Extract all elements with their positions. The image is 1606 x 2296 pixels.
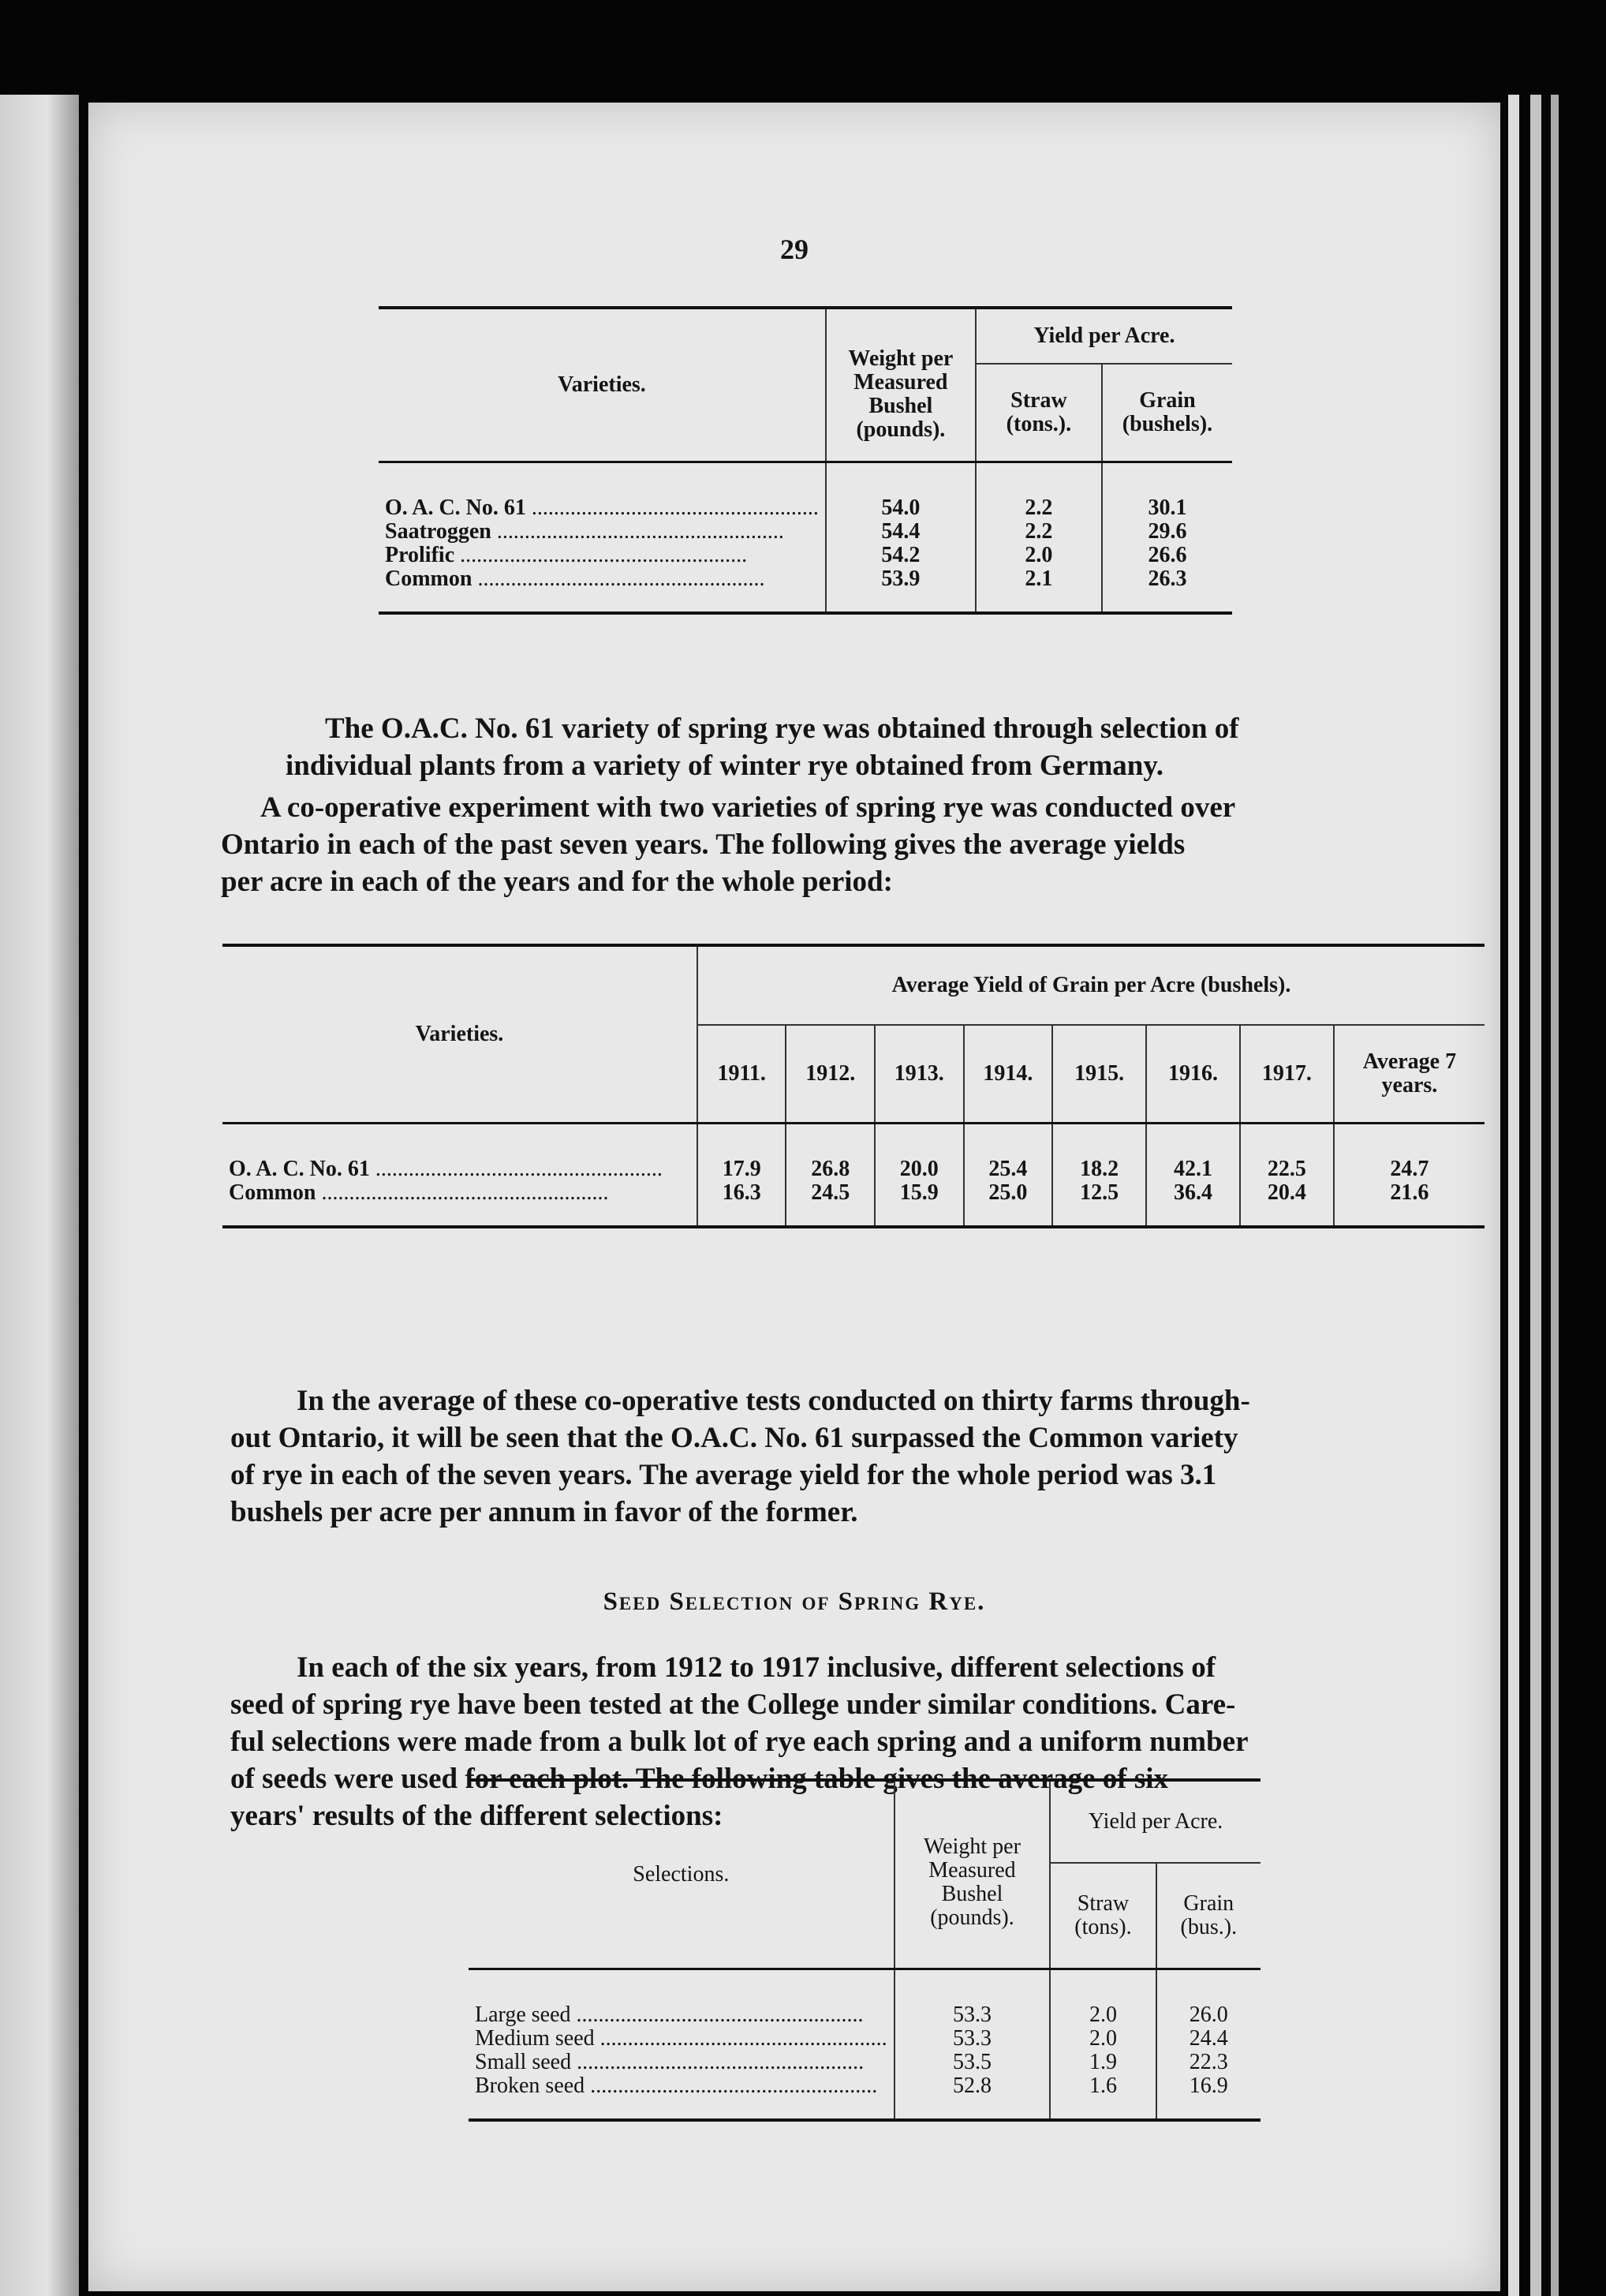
average-header: Average 7 years. (1334, 1025, 1485, 1124)
yield-value: 42.1 (1146, 1124, 1240, 1182)
yield-value: 16.3 (697, 1181, 786, 1227)
grain-value: 26.6 (1102, 544, 1232, 567)
text-line: ful selections were made from a bulk lot of rye each spring and a uniform number (230, 1726, 1249, 1758)
straw-value: 2.1 (976, 567, 1102, 613)
grain-header: Grain (bus.). (1156, 1863, 1261, 1969)
grain-value: 22.3 (1156, 2051, 1261, 2074)
page-edge-strip (1551, 95, 1559, 2296)
text-line: of rye in each of the seven years. The average yield for the whole period was 3.1 (230, 1459, 1217, 1491)
varieties-yield-table (379, 306, 1232, 615)
weight-header: Weight per Measured Bushel (pounds). (895, 1780, 1051, 1969)
variety-name: Common ..... (222, 1181, 697, 1227)
straw-value: 2.2 (976, 462, 1102, 521)
selection-name: Medium seed ..... (469, 2027, 895, 2051)
average-value: 24.7 (1334, 1124, 1485, 1182)
yield-value: 25.0 (964, 1181, 1053, 1227)
paragraph-experiment (221, 789, 1475, 900)
weight-value: 53.3 (895, 1969, 1051, 2028)
table-row (379, 544, 1232, 567)
average-yield-group-header: Average Yield of Grain per Acre (bushels). (697, 945, 1485, 1025)
straw-header: Straw (tons). (1050, 1863, 1156, 1969)
page-edge-strip (1530, 95, 1541, 2296)
straw-value: 2.0 (1050, 1969, 1156, 2028)
grain-value: 30.1 (1102, 462, 1232, 521)
yield-value: 20.0 (875, 1124, 964, 1182)
table-row (222, 1181, 1485, 1227)
yield-value: 15.9 (875, 1181, 964, 1227)
adjacent-page-edge (0, 95, 79, 2296)
yield-per-acre-header: Yield per Acre. (1050, 1780, 1261, 1863)
text-line: The O.A.C. No. 61 variety of spring rye was obtained through selection of (325, 712, 1239, 745)
weight-value: 53.3 (895, 2027, 1051, 2051)
yield-value: 24.5 (786, 1181, 875, 1227)
yield-value: 26.8 (786, 1124, 875, 1182)
varieties-header: Varieties. (379, 308, 826, 462)
table-row (469, 2074, 1261, 2120)
table-row (379, 462, 1232, 521)
text-line: In each of the six years, from 1912 to 1917 inclusive, different selections of (297, 1651, 1216, 1684)
year-header: 1913. (875, 1025, 964, 1124)
variety-name: O. A. C. No. 61 ..... (222, 1124, 697, 1182)
variety-name: Common ..... (379, 567, 826, 613)
grain-header: Grain (bushels). (1102, 364, 1232, 462)
variety-name: O. A. C. No. 61 ..... (379, 462, 826, 521)
table-row (222, 1124, 1485, 1182)
table-row (469, 1969, 1261, 2028)
yield-value: 12.5 (1052, 1181, 1146, 1227)
weight-header: Weight per Measured Bushel (pounds). (826, 308, 976, 462)
selection-name: Broken seed ..... (469, 2074, 895, 2120)
year-header: 1914. (964, 1025, 1053, 1124)
text-line: Ontario in each of the past seven years. The following gives the average yields (221, 828, 1186, 861)
text-line: out Ontario, it will be seen that the O.A.C. No. 61 surpassed the Common variety (230, 1422, 1238, 1454)
text-line: A co-operative experiment with two varieties of spring rye was conducted over (260, 791, 1236, 824)
text-line: per acre in each of the years and for the whole period: (221, 866, 893, 898)
weight-value: 52.8 (895, 2074, 1051, 2120)
paragraph-origin (286, 710, 1475, 784)
year-header: 1916. (1146, 1025, 1240, 1124)
text-line: individual plants from a variety of winter rye obtained from Germany. (286, 750, 1164, 782)
straw-value: 1.6 (1050, 2074, 1156, 2120)
grain-value: 24.4 (1156, 2027, 1261, 2051)
weight-value: 53.5 (895, 2051, 1051, 2074)
variety-name: Prolific ..... (379, 544, 826, 567)
table-row (379, 520, 1232, 544)
table-row (379, 567, 1232, 613)
section-heading: Seed Selection of Spring Rye. (603, 1587, 986, 1616)
page-edge-strip (1508, 95, 1519, 2296)
yield-value: 22.5 (1240, 1124, 1334, 1182)
year-header: 1912. (786, 1025, 875, 1124)
page-number: 29 (780, 234, 809, 265)
grain-value: 29.6 (1102, 520, 1232, 544)
selection-name: Small seed ..... (469, 2051, 895, 2074)
year-header: 1911. (697, 1025, 786, 1124)
text-line: seed of spring rye have been tested at the College under similar conditions. Care- (230, 1688, 1236, 1721)
text-line: of seeds were used for each plot. The following table gives the average of six (230, 1763, 1169, 1795)
yield-value: 36.4 (1146, 1181, 1240, 1227)
average-value: 21.6 (1334, 1181, 1485, 1227)
straw-value: 1.9 (1050, 2051, 1156, 2074)
text-line: In the average of these co-operative tests conducted on thirty farms through- (297, 1385, 1250, 1417)
yield-value: 18.2 (1052, 1124, 1146, 1182)
yield-per-acre-header: Yield per Acre. (976, 308, 1232, 364)
selection-name: Large seed ..... (469, 1969, 895, 2028)
varieties-header: Varieties. (222, 945, 697, 1124)
variety-name: Saatroggen ..... (379, 520, 826, 544)
yield-value: 25.4 (964, 1124, 1053, 1182)
selections-header: Selections. (469, 1780, 895, 1969)
table-row (469, 2027, 1261, 2051)
weight-value: 53.9 (826, 567, 976, 613)
yield-value: 17.9 (697, 1124, 786, 1182)
straw-value: 2.2 (976, 520, 1102, 544)
straw-value: 2.0 (976, 544, 1102, 567)
text-line: years' results of the different selections: (230, 1800, 723, 1832)
paragraph-conclusion (230, 1382, 1492, 1531)
straw-value: 2.0 (1050, 2027, 1156, 2051)
year-header: 1917. (1240, 1025, 1334, 1124)
grain-value: 26.0 (1156, 1969, 1261, 2028)
year-header: 1915. (1052, 1025, 1146, 1124)
yield-value: 20.4 (1240, 1181, 1334, 1227)
average-yield-table (222, 944, 1485, 1228)
weight-value: 54.0 (826, 462, 976, 521)
weight-value: 54.4 (826, 520, 976, 544)
straw-header: Straw (tons.). (976, 364, 1102, 462)
text-line: bushels per acre per annum in favor of the former. (230, 1496, 858, 1528)
grain-value: 16.9 (1156, 2074, 1261, 2120)
weight-value: 54.2 (826, 544, 976, 567)
seed-selection-table (469, 1778, 1261, 2122)
grain-value: 26.3 (1102, 567, 1232, 613)
table-row (469, 2051, 1261, 2074)
book-page (88, 103, 1500, 2291)
